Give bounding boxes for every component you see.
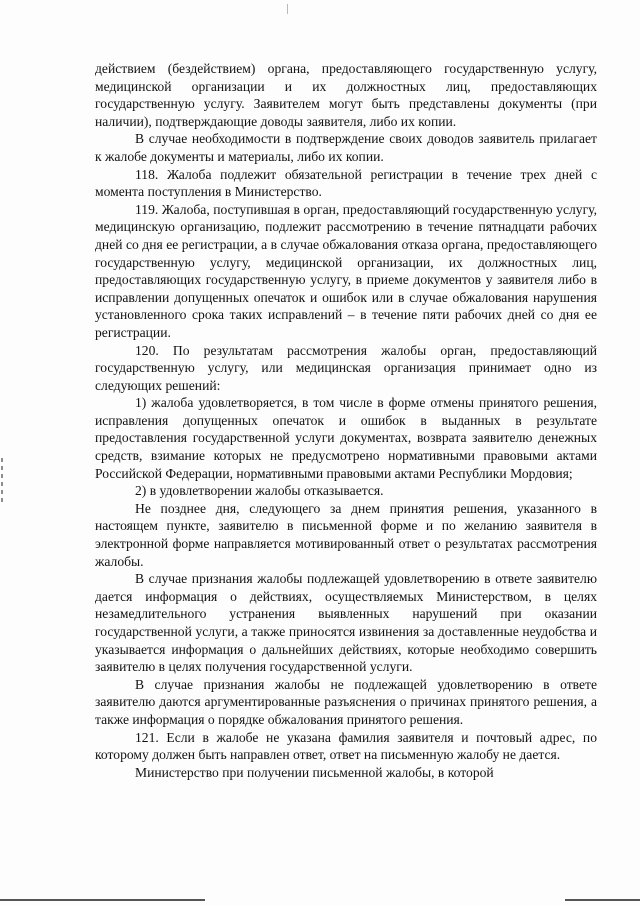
paragraph-supporting-documents: В случае необходимости в подтверждение своих доводов заявитель прилагает к жалобе документы и материалы, либо их копии. [95,131,597,164]
paragraph-118: 118. Жалоба подлежит обязательной регистрации в течение трех дней с момента поступления в Министерство. [95,166,597,200]
paragraph-120: 120. По результатам рассмотрения жалобы орган, предоставляющий государственную услугу, или медицинская организация принимает одно из следующих решений: [95,342,597,393]
paragraph-ministry-receipt: Министерство при получении письменной жалобы, в которой [135,764,494,780]
paragraph-119: 119. Жалоба, поступившая в орган, предоставляющий государственную услугу, медицинскую организацию, подлежит рассмотрению в течение пятнадцати рабочих дней со дня ее регистрации, а в случае обжалования отказа органа, предоставляющего государственную услугу, медицинской организации, их должностных лиц, предоставляющих государственную услугу, в приеме документов у заявителя либо в исправлении допущенных опечаток и ошибок или в случае обжалования нарушения установленного срока таких исправлений – в течение пяти рабочих дней со дня ее регистрации. [95,201,597,340]
scan-mark-side [1,458,3,506]
footer-line-right [565,899,640,901]
list-item-2: 2) в удовлетворении жалобы отказывается. [135,483,384,499]
paragraph-121: 121. Если в жалобе не указана фамилия заявителя и почтовый адрес, по которому должен быть направлен ответ, ответ на письменную жалобу не дается. [95,729,597,763]
paragraph-response-deadline: Не позднее дня, следующего за днем принятия решения, указанного в настоящем пункте, заявителю в письменной форме и по желанию заявителя в электронной форме направляется мотивированный ответ о результатах рассмотрения жалобы. [95,500,597,569]
paragraph-complaint-satisfied: В случае признания жалобы подлежащей удовлетворению в ответе заявителю дается информация о действиях, осуществляемых Министерством, в целях незамедлительного устранения выявленных нарушений при оказании государственной услуги, а также приносятся извинения за доставленные неудобства и указывается информация о дальнейших действиях, которые необходимо совершить заявителю в целях получения государственной услуги. [95,571,597,675]
list-item-1: 1) жалоба удовлетворяется, в том числе в форме отмены принятого решения, исправления допущенных опечаток и ошибок в выданных в результате предоставления государственной услуги документах, возврата заявителю денежных средств, взимание которых не предусмотрено нормативными правовыми актами Российской Федерации, нормативными правовыми актами Республики Мордовия; [95,395,597,481]
paragraph-continuation: действием (бездействием) органа, предоставляющего государственную услугу, медицинской организации и их должностных лиц, предоставляющих государственную услугу. Заявителем могут быть представлены документы (при наличии), подтверждающие доводы заявителя, либо их копии. [95,61,597,129]
scan-mark-top [287,4,288,14]
paragraph-complaint-rejected: В случае признания жалобы не подлежащей удовлетворению в ответе заявителю даются аргументированные разъяснения о причинах принятого решения, а также информация о порядке обжалования принятого решения. [95,676,597,727]
footer-line-left [0,899,205,901]
document-body [95,60,597,781]
